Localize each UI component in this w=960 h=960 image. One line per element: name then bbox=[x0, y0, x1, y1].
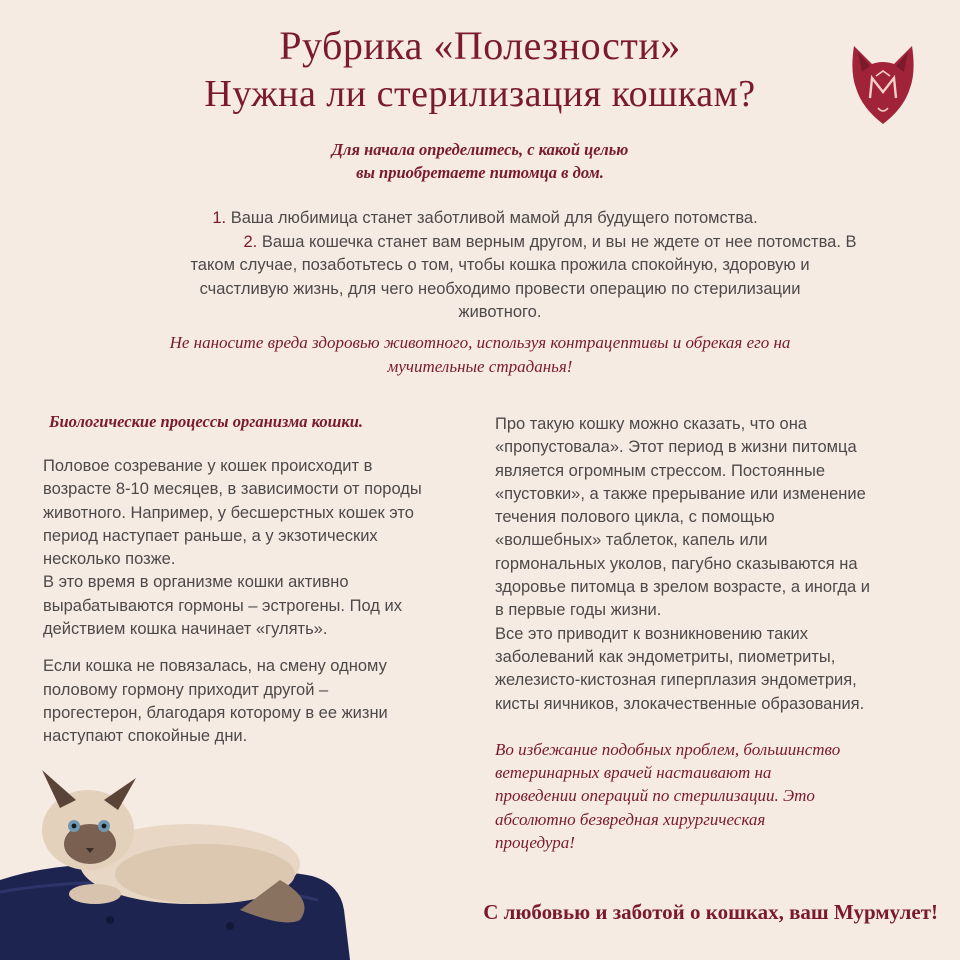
warning-text bbox=[60, 331, 900, 378]
text-line: действием кошка начинает «гулять». bbox=[43, 620, 328, 639]
text-line: гормональных уколов, пагубно сказываются на bbox=[495, 554, 858, 573]
text-line: Во избежание подобных проблем, большинство bbox=[495, 739, 841, 759]
text-line: животного. Например, у бесшерстных кошек это bbox=[43, 503, 414, 522]
text-line: железисто-кистозная гиперплазия эндометрия, bbox=[495, 671, 857, 690]
title-line-1: Рубрика «Полезности» bbox=[279, 23, 681, 68]
paragraph bbox=[495, 413, 935, 716]
warning-line: Не наносите вреда здоровью животного, используя контрацептивы и обрекая его на bbox=[169, 333, 791, 352]
option-2-continuation: счастливую жизнь, для чего необходимо провести операцию по стерилизации bbox=[199, 279, 801, 298]
text-line: процедура! bbox=[495, 833, 575, 853]
text-line: проведении операций по стерилизации. Это bbox=[495, 786, 815, 806]
left-column bbox=[43, 412, 483, 749]
text-line: наступают спокойные дни. bbox=[43, 727, 248, 746]
text-line: заболеваний как эндометриты, пиометриты, bbox=[495, 647, 836, 666]
option-2-continuation: таком случае, позаботьтесь о том, чтобы кошка прожила спокойную, здоровую и bbox=[190, 256, 810, 274]
warning-line: мучительные страданья! bbox=[387, 356, 573, 376]
text-line: «пропустовала». Этот период в жизни питомца bbox=[495, 438, 857, 457]
intro-question bbox=[0, 138, 960, 184]
text-line: в первые годы жизни. bbox=[495, 601, 662, 620]
text-line: В это время в организме кошки активно bbox=[43, 573, 349, 592]
text-line: является огромным стрессом. Постоянные bbox=[495, 461, 826, 480]
text-line: ветеринарных врачей настаивают на bbox=[495, 763, 772, 783]
text-line: «пустовки», а также прерывание или изменение bbox=[495, 484, 866, 503]
text-line: течения полового цикла, с помощью bbox=[495, 508, 775, 527]
text-line: кисты яичников, злокачественные образования. bbox=[495, 694, 865, 713]
paragraph bbox=[43, 655, 483, 748]
option-2-continuation: животного. bbox=[458, 303, 542, 321]
section-subheading: Биологические процессы организма кошки. bbox=[49, 412, 364, 431]
text-line: абсолютно безвредная хирургическая bbox=[495, 809, 766, 829]
text-line: период наступает раньше, а у экзотических bbox=[43, 526, 378, 545]
text-line: возрасте 8-10 месяцев, в зависимости от породы bbox=[43, 480, 422, 499]
title-line-2: Нужна ли стерилизация кошкам? bbox=[204, 73, 756, 115]
text-line: несколько позже. bbox=[43, 550, 176, 569]
text-line: здоровье питомца в зрелом возрасте, а иногда и bbox=[495, 578, 870, 597]
option-1-number: 1. bbox=[212, 209, 227, 227]
paragraph bbox=[43, 455, 483, 641]
option-2-text: Ваша кошечка станет вам верным другом, и вы не ждете от нее потомства. В bbox=[257, 232, 857, 251]
intro-line: Для начала определитесь, с какой целью bbox=[331, 140, 629, 159]
option-2 bbox=[140, 231, 900, 255]
signature: С любовью и заботой о кошках, ваш Мурмулет! bbox=[483, 900, 938, 924]
right-column bbox=[495, 413, 935, 854]
options-list bbox=[140, 207, 900, 325]
intro-line: вы приобретаете питомца в дом. bbox=[356, 163, 604, 182]
text-line: Все это приводит к возникновению таких bbox=[495, 624, 808, 643]
option-1 bbox=[140, 207, 900, 231]
text-line: вырабатываются гормоны – эстрогены. Под их bbox=[43, 596, 402, 615]
text-line: Про такую кошку можно сказать, что она bbox=[495, 415, 807, 433]
text-line: «волшебных» таблеток, капель или bbox=[495, 531, 768, 550]
cat-logo-icon bbox=[848, 42, 918, 126]
cat-photo bbox=[0, 760, 380, 960]
option-1-text: Ваша любимица станет заботливой мамой для будущего потомства. bbox=[226, 209, 758, 227]
text-line: половому гормону приходит другой – bbox=[43, 680, 329, 699]
option-2-number: 2. bbox=[243, 232, 258, 251]
text-line: Половое созревание у кошек происходит в bbox=[43, 457, 373, 475]
text-line: прогестерон, благодаря которому в ее жизни bbox=[43, 703, 388, 722]
text-line: Если кошка не повязалась, на смену одному bbox=[43, 657, 387, 676]
conclusion-paragraph bbox=[495, 738, 935, 854]
